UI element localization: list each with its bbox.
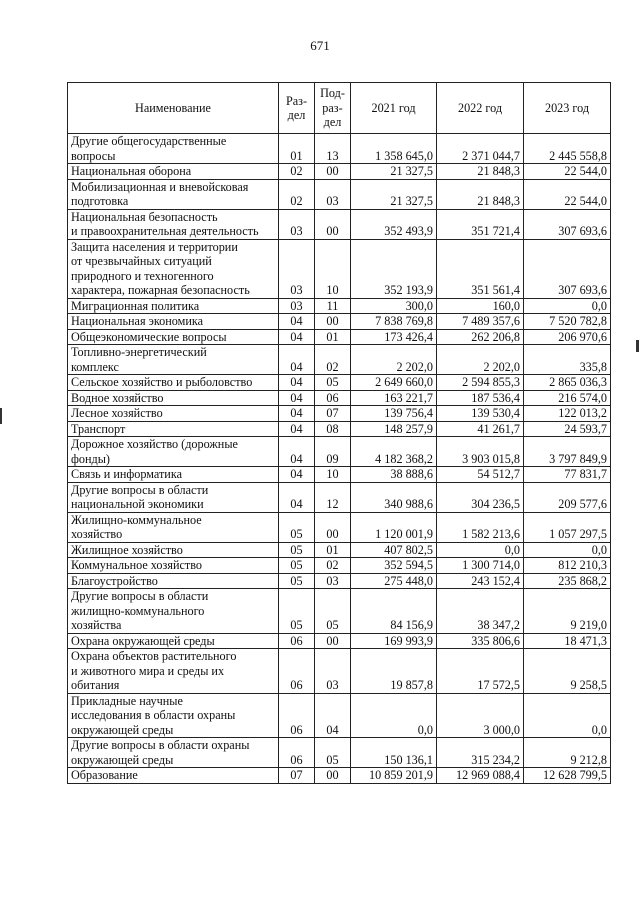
row-2021: 1 358 645,0 xyxy=(351,134,437,164)
row-name: Мобилизационная и вневойсковая подготовка xyxy=(68,179,279,209)
row-2022: 160,0 xyxy=(437,298,524,314)
table-row xyxy=(68,164,611,180)
table-body xyxy=(68,134,611,784)
row-name: Национальная экономика xyxy=(68,314,279,330)
row-subsection: 09 xyxy=(315,437,351,467)
table-row xyxy=(68,768,611,784)
row-section: 06 xyxy=(279,649,315,694)
row-2023: 9 258,5 xyxy=(524,649,611,694)
row-2022: 1 582 213,6 xyxy=(437,512,524,542)
row-2022: 262 206,8 xyxy=(437,329,524,345)
row-2023: 77 831,7 xyxy=(524,467,611,483)
row-2021: 352 594,5 xyxy=(351,558,437,574)
row-subsection: 01 xyxy=(315,329,351,345)
row-2021: 169 993,9 xyxy=(351,633,437,649)
row-2022: 7 489 357,6 xyxy=(437,314,524,330)
row-2023: 206 970,6 xyxy=(524,329,611,345)
row-section: 01 xyxy=(279,134,315,164)
row-section: 07 xyxy=(279,768,315,784)
row-name: Лесное хозяйство xyxy=(68,406,279,422)
row-name: Охрана окружающей среды xyxy=(68,633,279,649)
row-name: Общеэкономические вопросы xyxy=(68,329,279,345)
row-2022: 0,0 xyxy=(437,542,524,558)
row-subsection: 03 xyxy=(315,573,351,589)
budget-table xyxy=(67,82,611,784)
row-2023: 335,8 xyxy=(524,345,611,375)
row-section: 04 xyxy=(279,345,315,375)
row-2021: 38 888,6 xyxy=(351,467,437,483)
row-subsection: 00 xyxy=(315,512,351,542)
row-subsection: 02 xyxy=(315,558,351,574)
table-header-row xyxy=(68,83,611,134)
row-name: Национальная оборона xyxy=(68,164,279,180)
row-section: 04 xyxy=(279,390,315,406)
row-2023: 1 057 297,5 xyxy=(524,512,611,542)
row-2021: 7 838 769,8 xyxy=(351,314,437,330)
table-row xyxy=(68,179,611,209)
row-subsection: 00 xyxy=(315,633,351,649)
table-row xyxy=(68,558,611,574)
table-row xyxy=(68,693,611,738)
row-2023: 18 471,3 xyxy=(524,633,611,649)
row-2021: 10 859 201,9 xyxy=(351,768,437,784)
row-2022: 351 561,4 xyxy=(437,239,524,298)
row-name: Водное хозяйство xyxy=(68,390,279,406)
row-name: Защита населения и территории от чрезвычайных ситуаций природного и техногенного характера, пожарная безопасность xyxy=(68,239,279,298)
page-number: 671 xyxy=(310,38,330,53)
table-row xyxy=(68,314,611,330)
row-2023: 9 212,8 xyxy=(524,738,611,768)
table-row xyxy=(68,467,611,483)
row-section: 06 xyxy=(279,693,315,738)
row-section: 03 xyxy=(279,209,315,239)
table-row xyxy=(68,512,611,542)
row-name: Национальная безопасность и правоохранительная деятельность xyxy=(68,209,279,239)
table-row xyxy=(68,329,611,345)
row-subsection: 13 xyxy=(315,134,351,164)
table-row xyxy=(68,589,611,634)
row-name: Другие общегосударственные вопросы xyxy=(68,134,279,164)
row-section: 05 xyxy=(279,542,315,558)
row-2023: 209 577,6 xyxy=(524,482,611,512)
table-row xyxy=(68,573,611,589)
row-section: 05 xyxy=(279,558,315,574)
row-2021: 163 221,7 xyxy=(351,390,437,406)
row-2022: 2 594 855,3 xyxy=(437,375,524,391)
table-row xyxy=(68,437,611,467)
row-2023: 122 013,2 xyxy=(524,406,611,422)
row-subsection: 00 xyxy=(315,164,351,180)
row-section: 04 xyxy=(279,406,315,422)
row-subsection: 06 xyxy=(315,390,351,406)
row-subsection: 00 xyxy=(315,209,351,239)
row-name: Связь и информатика xyxy=(68,467,279,483)
row-section: 04 xyxy=(279,375,315,391)
table-row xyxy=(68,390,611,406)
row-name: Прикладные научные исследования в области охраны окружающей среды xyxy=(68,693,279,738)
row-subsection: 12 xyxy=(315,482,351,512)
row-2021: 21 327,5 xyxy=(351,179,437,209)
row-2023: 307 693,6 xyxy=(524,239,611,298)
row-name: Топливно-энергетический комплекс xyxy=(68,345,279,375)
row-2022: 335 806,6 xyxy=(437,633,524,649)
header-2021: 2021 год xyxy=(351,83,437,134)
row-2023: 2 865 036,3 xyxy=(524,375,611,391)
row-2022: 139 530,4 xyxy=(437,406,524,422)
row-2021: 150 136,1 xyxy=(351,738,437,768)
row-name: Транспорт xyxy=(68,421,279,437)
row-subsection: 02 xyxy=(315,345,351,375)
row-name: Образование xyxy=(68,768,279,784)
row-subsection: 01 xyxy=(315,542,351,558)
row-section: 05 xyxy=(279,512,315,542)
row-name: Другие вопросы в области национальной экономики xyxy=(68,482,279,512)
row-name: Дорожное хозяйство (дорожные фонды) xyxy=(68,437,279,467)
row-2023: 3 797 849,9 xyxy=(524,437,611,467)
row-section: 03 xyxy=(279,239,315,298)
row-name: Жилищное хозяйство xyxy=(68,542,279,558)
row-2023: 24 593,7 xyxy=(524,421,611,437)
row-2023: 12 628 799,5 xyxy=(524,768,611,784)
row-section: 02 xyxy=(279,164,315,180)
row-2022: 41 261,7 xyxy=(437,421,524,437)
table-row xyxy=(68,482,611,512)
row-name: Коммунальное хозяйство xyxy=(68,558,279,574)
row-2022: 2 202,0 xyxy=(437,345,524,375)
row-2021: 352 493,9 xyxy=(351,209,437,239)
row-subsection: 10 xyxy=(315,239,351,298)
row-subsection: 00 xyxy=(315,314,351,330)
row-2021: 139 756,4 xyxy=(351,406,437,422)
row-2022: 38 347,2 xyxy=(437,589,524,634)
row-2022: 1 300 714,0 xyxy=(437,558,524,574)
header-name: Наименование xyxy=(68,83,279,134)
header-section: Раз- дел xyxy=(279,83,315,134)
row-2023: 0,0 xyxy=(524,298,611,314)
row-2023: 7 520 782,8 xyxy=(524,314,611,330)
row-subsection: 08 xyxy=(315,421,351,437)
row-section: 04 xyxy=(279,314,315,330)
row-2023: 812 210,3 xyxy=(524,558,611,574)
table-row xyxy=(68,649,611,694)
table-row xyxy=(68,209,611,239)
row-2022: 3 000,0 xyxy=(437,693,524,738)
row-subsection: 03 xyxy=(315,179,351,209)
table-row xyxy=(68,421,611,437)
row-2022: 304 236,5 xyxy=(437,482,524,512)
row-section: 06 xyxy=(279,633,315,649)
row-2021: 352 193,9 xyxy=(351,239,437,298)
row-2021: 1 120 001,9 xyxy=(351,512,437,542)
row-2023: 2 445 558,8 xyxy=(524,134,611,164)
row-name: Другие вопросы в области охраны окружающей среды xyxy=(68,738,279,768)
row-2023: 22 544,0 xyxy=(524,164,611,180)
row-2022: 187 536,4 xyxy=(437,390,524,406)
row-2021: 407 802,5 xyxy=(351,542,437,558)
row-name: Благоустройство xyxy=(68,573,279,589)
table-row xyxy=(68,738,611,768)
row-subsection: 10 xyxy=(315,467,351,483)
row-section: 04 xyxy=(279,482,315,512)
row-2022: 12 969 088,4 xyxy=(437,768,524,784)
row-2022: 21 848,3 xyxy=(437,179,524,209)
row-2021: 0,0 xyxy=(351,693,437,738)
table-row xyxy=(68,345,611,375)
row-subsection: 05 xyxy=(315,589,351,634)
row-section: 05 xyxy=(279,573,315,589)
row-2023: 307 693,6 xyxy=(524,209,611,239)
table-row xyxy=(68,633,611,649)
row-subsection: 05 xyxy=(315,738,351,768)
header-subsection: Под- раз- дел xyxy=(315,83,351,134)
scan-mark-right xyxy=(636,340,639,352)
row-2023: 235 868,2 xyxy=(524,573,611,589)
row-subsection: 04 xyxy=(315,693,351,738)
row-section: 04 xyxy=(279,467,315,483)
header-2022: 2022 год xyxy=(437,83,524,134)
table-row xyxy=(68,134,611,164)
row-name: Сельское хозяйство и рыболовство xyxy=(68,375,279,391)
row-2021: 4 182 368,2 xyxy=(351,437,437,467)
table-row xyxy=(68,542,611,558)
row-2021: 275 448,0 xyxy=(351,573,437,589)
row-2021: 340 988,6 xyxy=(351,482,437,512)
row-2023: 9 219,0 xyxy=(524,589,611,634)
row-subsection: 05 xyxy=(315,375,351,391)
header-2023: 2023 год xyxy=(524,83,611,134)
row-2021: 84 156,9 xyxy=(351,589,437,634)
row-name: Охрана объектов растительного и животного мира и среды их обитания xyxy=(68,649,279,694)
row-name: Другие вопросы в области жилищно-коммунального хозяйства xyxy=(68,589,279,634)
row-2023: 0,0 xyxy=(524,693,611,738)
row-section: 05 xyxy=(279,589,315,634)
row-2021: 21 327,5 xyxy=(351,164,437,180)
row-2022: 2 371 044,7 xyxy=(437,134,524,164)
row-2022: 3 903 015,8 xyxy=(437,437,524,467)
row-subsection: 03 xyxy=(315,649,351,694)
row-2021: 2 202,0 xyxy=(351,345,437,375)
row-name: Миграционная политика xyxy=(68,298,279,314)
row-2023: 22 544,0 xyxy=(524,179,611,209)
row-2022: 315 234,2 xyxy=(437,738,524,768)
scan-mark-left xyxy=(0,408,2,424)
row-name: Жилищно-коммунальное хозяйство xyxy=(68,512,279,542)
row-2021: 148 257,9 xyxy=(351,421,437,437)
row-section: 04 xyxy=(279,329,315,345)
row-subsection: 00 xyxy=(315,768,351,784)
row-section: 04 xyxy=(279,421,315,437)
table-row xyxy=(68,375,611,391)
row-2021: 173 426,4 xyxy=(351,329,437,345)
row-2023: 0,0 xyxy=(524,542,611,558)
row-section: 04 xyxy=(279,437,315,467)
row-subsection: 07 xyxy=(315,406,351,422)
row-2022: 54 512,7 xyxy=(437,467,524,483)
row-2022: 351 721,4 xyxy=(437,209,524,239)
row-subsection: 11 xyxy=(315,298,351,314)
row-2021: 19 857,8 xyxy=(351,649,437,694)
row-section: 03 xyxy=(279,298,315,314)
row-2022: 17 572,5 xyxy=(437,649,524,694)
row-2022: 243 152,4 xyxy=(437,573,524,589)
row-2021: 300,0 xyxy=(351,298,437,314)
row-section: 02 xyxy=(279,179,315,209)
row-2021: 2 649 660,0 xyxy=(351,375,437,391)
table-row xyxy=(68,406,611,422)
row-2023: 216 574,0 xyxy=(524,390,611,406)
row-2022: 21 848,3 xyxy=(437,164,524,180)
row-section: 06 xyxy=(279,738,315,768)
table-row xyxy=(68,239,611,298)
table-row xyxy=(68,298,611,314)
